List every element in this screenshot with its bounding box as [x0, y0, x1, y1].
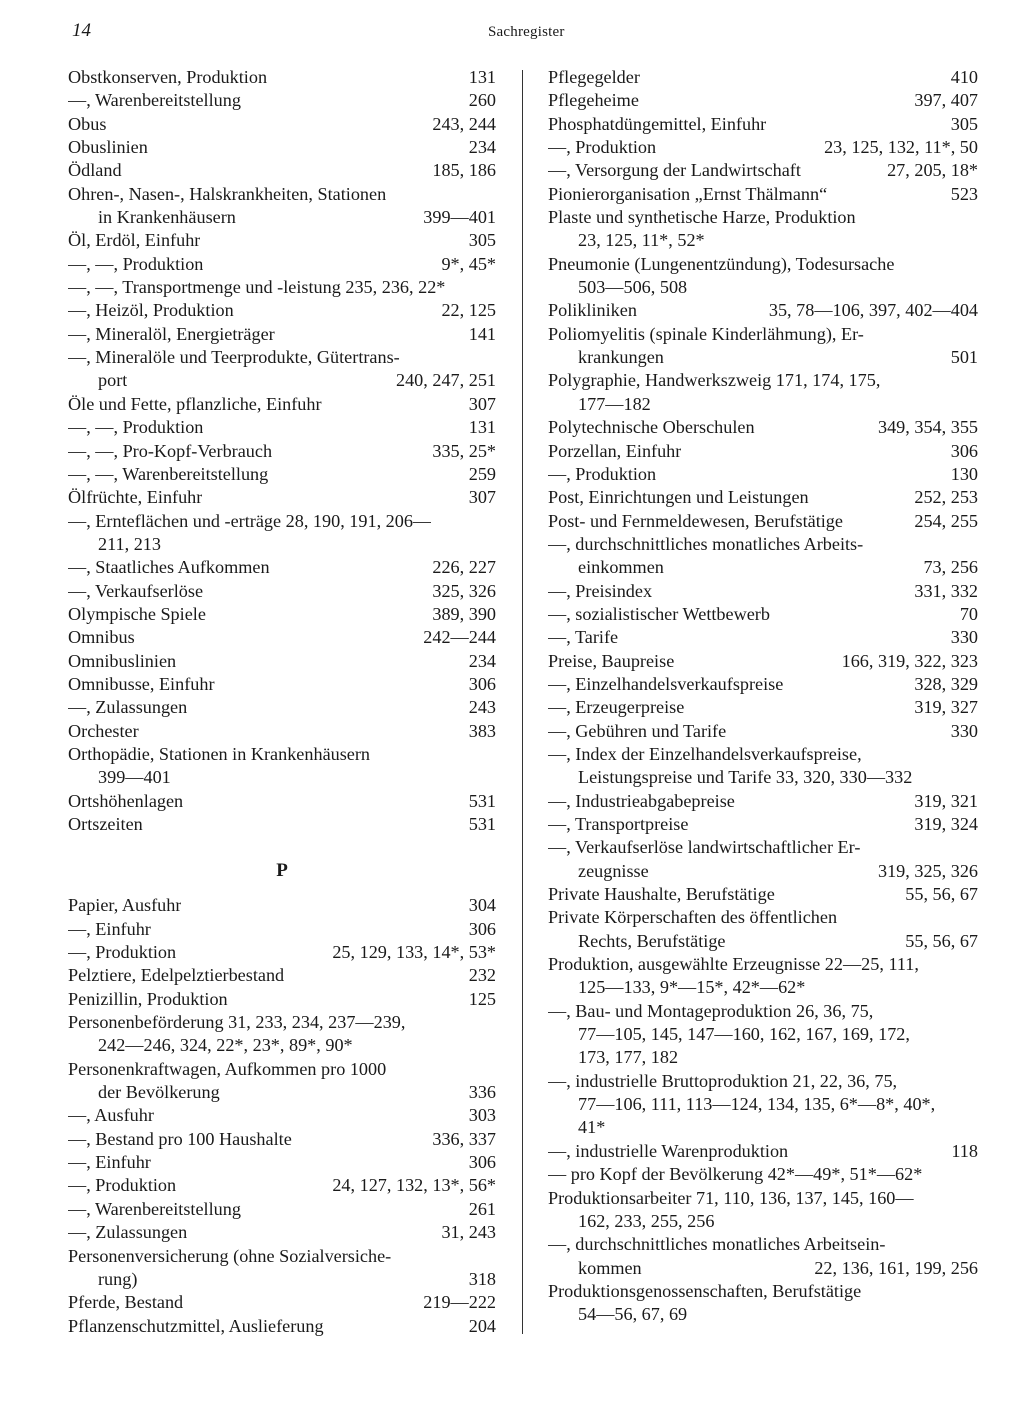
index-entry — [548, 836, 978, 859]
entry-pages: 243 — [468, 697, 496, 718]
entry-pages: 141 — [468, 323, 496, 344]
entry-term: —, durchschnittliches monatliches Arbeitsein- — [548, 1234, 886, 1255]
entry-term: —, Produktion — [548, 137, 657, 158]
entry-pages: 70 — [959, 603, 978, 624]
index-entry — [548, 580, 978, 603]
index-entry — [548, 299, 978, 322]
index-entry — [68, 580, 496, 603]
entry-term: Pelztiere, Edelpelztierbestand — [68, 965, 285, 986]
entry-term: Omnibuslinien — [68, 650, 177, 671]
entry-term: in Krankenhäusern — [98, 207, 236, 228]
entry-pages: 240, 247, 251 — [395, 370, 496, 391]
entry-term: Penizillin, Produktion — [68, 988, 228, 1009]
index-entry — [548, 66, 978, 89]
entry-pages: 531 — [468, 814, 496, 834]
index-entry — [548, 276, 978, 299]
entry-pages: 319, 327 — [914, 697, 978, 718]
entry-term: zeugnisse — [578, 860, 649, 881]
entry-term: Personenversicherung (ohne Sozialversiche- — [68, 1245, 392, 1266]
entry-term: Öle und Fette, pflanzliche, Einfuhr — [68, 393, 322, 414]
index-entry — [68, 510, 496, 533]
entry-term: 54—56, 67, 69 — [578, 1304, 688, 1325]
entry-pages: 118 — [951, 1140, 978, 1161]
entry-term: —, —, Produktion — [68, 417, 204, 438]
entry-term: Omnibusse, Einfuhr — [68, 673, 215, 694]
index-entry — [68, 673, 496, 696]
index-column-right — [548, 66, 978, 1327]
index-entry — [548, 556, 978, 579]
entry-term: —, Zulassungen — [68, 697, 188, 718]
entry-pages: 306 — [468, 1152, 496, 1173]
entry-pages: 306 — [468, 673, 496, 694]
entry-pages: 232 — [468, 965, 496, 986]
entry-term: —, Heizöl, Produktion — [68, 300, 234, 321]
entry-pages: 27, 205, 18* — [887, 160, 978, 181]
index-entry — [68, 89, 496, 112]
entry-term: Papier, Ausfuhr — [68, 895, 182, 916]
entry-pages: 22, 136, 161, 199, 256 — [814, 1257, 978, 1278]
index-entry — [68, 299, 496, 322]
entry-pages: 389, 390 — [432, 603, 496, 624]
entry-term: Pflegeheime — [548, 90, 639, 111]
entry-term: —, Verkaufserlöse — [68, 580, 204, 601]
entry-pages: 219—222 — [423, 1292, 496, 1313]
index-entry — [68, 369, 496, 392]
index-entry — [68, 206, 496, 229]
entry-pages: 35, 78—106, 397, 402—404 — [768, 300, 978, 321]
entry-term: Öl, Erdöl, Einfuhr — [68, 230, 201, 251]
entry-pages: 304 — [468, 895, 496, 916]
index-entry — [548, 1140, 978, 1163]
index-entry — [68, 1011, 496, 1034]
index-entry — [68, 440, 496, 463]
entry-pages: 24, 127, 132, 13*, 56* — [332, 1175, 496, 1196]
entry-term: —, Zulassungen — [68, 1222, 188, 1243]
entry-term: Personenbeförderung 31, 233, 234, 237—239, — [68, 1012, 406, 1033]
index-entry — [68, 159, 496, 182]
entry-term: —, —, Transportmenge und -leistung 235, 236, 22* — [68, 277, 446, 298]
entry-term: Preise, Baupreise — [548, 650, 675, 671]
entry-term: krankungen — [578, 347, 664, 368]
entry-term: Omnibus — [68, 627, 135, 648]
entry-pages: 319, 325, 326 — [877, 860, 978, 881]
index-entry — [548, 463, 978, 486]
entry-pages: 226, 227 — [432, 557, 496, 578]
index-entry — [548, 1303, 978, 1326]
entry-term: —, Produktion — [68, 942, 177, 963]
index-entry — [68, 183, 496, 206]
index-entry — [548, 323, 978, 346]
entry-term: Orthopädie, Stationen in Krankenhäusern — [68, 743, 371, 764]
index-entry — [68, 136, 496, 159]
index-entry — [68, 346, 496, 369]
entry-term: Orchester — [68, 720, 139, 741]
entry-term: —, Warenbereitstellung — [68, 90, 241, 111]
entry-pages: 55, 56, 67 — [905, 930, 978, 951]
index-entry — [68, 720, 496, 743]
entry-pages: 252, 253 — [914, 487, 978, 508]
entry-term: Polygraphie, Handwerkszweig 171, 174, 175, — [548, 370, 881, 391]
entry-term: Leistungspreise und Tarife 33, 320, 330—332 — [578, 767, 913, 788]
index-entry — [548, 346, 978, 369]
section-letter: P — [276, 860, 288, 882]
index-entry — [548, 1093, 978, 1116]
entry-term: 173, 177, 182 — [578, 1047, 679, 1068]
index-entry — [68, 918, 496, 941]
entry-pages: 330 — [950, 627, 978, 648]
entry-pages: 331, 332 — [914, 580, 978, 601]
entry-pages: 330 — [950, 720, 978, 741]
entry-term: —, Gebühren und Tarife — [548, 720, 727, 741]
index-entry — [68, 486, 496, 509]
entry-term: Rechts, Berufstätige — [578, 930, 726, 951]
index-entry — [548, 1023, 978, 1046]
index-entry — [548, 1000, 978, 1023]
entry-term: —, Preisindex — [548, 580, 653, 601]
entry-pages: 234 — [468, 650, 496, 671]
entry-term: Pferde, Bestand — [68, 1292, 184, 1313]
entry-term: 162, 233, 255, 256 — [578, 1210, 715, 1231]
entry-term: —, Verkaufserlöse landwirtschaftlicher Er- — [548, 837, 861, 858]
index-entry — [548, 696, 978, 719]
index-entry — [68, 323, 496, 346]
index-entry — [68, 1221, 496, 1244]
entry-term: —, Mineralöle und Teerprodukte, Gütertrans- — [68, 347, 400, 368]
entry-pages: 131 — [468, 67, 496, 87]
entry-term: port — [98, 370, 128, 391]
index-entry — [68, 253, 496, 276]
index-entry — [548, 720, 978, 743]
entry-term: —, durchschnittliches monatliches Arbeits- — [548, 533, 864, 554]
entry-term: Pflegegelder — [548, 67, 640, 87]
index-entry — [68, 1081, 496, 1104]
entry-pages: 531 — [468, 790, 496, 811]
index-entry — [548, 1210, 978, 1233]
index-entry — [548, 1070, 978, 1093]
entry-pages: 260 — [468, 90, 496, 111]
index-entry — [548, 603, 978, 626]
index-entry — [68, 650, 496, 673]
index-entry — [548, 1163, 978, 1186]
entry-pages: 303 — [468, 1105, 496, 1126]
entry-term: 23, 125, 11*, 52* — [578, 230, 705, 251]
entry-term: —, —, Warenbereitstellung — [68, 463, 269, 484]
index-entry — [68, 1245, 496, 1268]
entry-pages: 336 — [468, 1082, 496, 1103]
index-entry — [548, 393, 978, 416]
entry-pages: 328, 329 — [914, 673, 978, 694]
entry-term: —, Einzelhandelsverkaufspreise — [548, 673, 784, 694]
entry-pages: 306 — [468, 918, 496, 939]
entry-pages: 305 — [468, 230, 496, 251]
index-entry — [548, 533, 978, 556]
entry-term: Polikliniken — [548, 300, 637, 321]
index-entry — [68, 603, 496, 626]
entry-term: —, sozialistischer Wettbewerb — [548, 603, 770, 624]
index-entry — [548, 906, 978, 929]
entry-term: —, —, Produktion — [68, 253, 204, 274]
entry-term: Post, Einrichtungen und Leistungen — [548, 487, 809, 508]
index-entry — [68, 696, 496, 719]
entry-term: —, Industrieabgabepreise — [548, 790, 735, 811]
index-entry — [548, 440, 978, 463]
entry-pages: 383 — [468, 720, 496, 741]
index-entry — [68, 66, 496, 89]
entry-term: 125—133, 9*—15*, 42*—62* — [578, 977, 806, 998]
index-entry — [548, 860, 978, 883]
entry-term: 503—506, 508 — [578, 277, 688, 298]
index-entry — [548, 416, 978, 439]
entry-pages: 25, 129, 133, 14*, 53* — [332, 942, 496, 963]
entry-term: Ortszeiten — [68, 814, 143, 834]
entry-pages: 9*, 45* — [441, 253, 496, 274]
entry-term: Porzellan, Einfuhr — [548, 440, 682, 461]
entry-term: —, Erzeugerpreise — [548, 697, 685, 718]
index-entry — [68, 416, 496, 439]
entry-term: 399—401 — [98, 767, 171, 788]
index-entry — [548, 89, 978, 112]
entry-term: Obuslinien — [68, 137, 148, 158]
entry-term: Olympische Spiele — [68, 603, 206, 624]
index-entry — [548, 486, 978, 509]
index-entry — [68, 1128, 496, 1151]
entry-term: —, Warenbereitstellung — [68, 1198, 241, 1219]
entry-term: Pneumonie (Lungenentzündung), Todesursache — [548, 253, 895, 274]
entry-term: Produktionsgenossenschaften, Berufstätige — [548, 1280, 862, 1301]
entry-term: Personenkraftwagen, Aufkommen pro 1000 — [68, 1058, 387, 1079]
entry-term: kommen — [578, 1257, 642, 1278]
entry-term: Polytechnische Oberschulen — [548, 417, 755, 438]
entry-term: der Bevölkerung — [98, 1082, 220, 1103]
entry-pages: 523 — [950, 183, 978, 204]
entry-term: —, Einfuhr — [68, 1152, 151, 1173]
entry-pages: 319, 321 — [914, 790, 978, 811]
entry-term: 177—182 — [578, 393, 651, 414]
entry-term: —, industrielle Bruttoproduktion 21, 22, 36, 75, — [548, 1070, 898, 1091]
entry-pages: 185, 186 — [432, 160, 496, 181]
entry-pages: 242—244 — [423, 627, 496, 648]
entry-pages: 22, 125 — [441, 300, 496, 321]
index-entry — [548, 930, 978, 953]
entry-term: Private Körperschaften des öffentlichen — [548, 907, 838, 928]
entry-term: Ortshöhenlagen — [68, 790, 184, 811]
entry-pages: 305 — [950, 113, 978, 134]
entry-term: —, Bestand pro 100 Haushalte — [68, 1128, 292, 1149]
index-entry — [548, 369, 978, 392]
index-entry — [68, 1034, 496, 1057]
entry-pages: 318 — [468, 1268, 496, 1289]
entry-pages: 204 — [468, 1315, 496, 1336]
index-entry — [68, 988, 496, 1011]
entry-pages: 73, 256 — [923, 557, 978, 578]
column-rule — [522, 70, 523, 1334]
index-column-left — [68, 66, 496, 1338]
index-entry — [548, 766, 978, 789]
index-entry — [68, 626, 496, 649]
index-entry — [548, 883, 978, 906]
index-entry — [68, 743, 496, 766]
entry-pages: 410 — [950, 67, 978, 87]
index-entry — [548, 626, 978, 649]
entry-term: Produktionsarbeiter 71, 110, 136, 137, 145, 160— — [548, 1187, 914, 1208]
index-entry — [548, 1046, 978, 1069]
entry-term: einkommen — [578, 557, 664, 578]
index-entry — [548, 1280, 978, 1303]
entry-term: —, Produktion — [548, 463, 657, 484]
entry-term: —, Versorgung der Landwirtschaft — [548, 160, 801, 181]
index-entry — [548, 813, 978, 836]
entry-pages: 501 — [950, 347, 978, 368]
index-entry — [68, 463, 496, 486]
entry-term: Ohren-, Nasen-, Halskrankheiten, Stationen — [68, 183, 387, 204]
entry-term: —, Einfuhr — [68, 918, 151, 939]
index-entry — [68, 1268, 496, 1291]
entry-term: —, Transportpreise — [548, 814, 689, 834]
entry-pages: 261 — [468, 1198, 496, 1219]
entry-pages: 335, 25* — [432, 440, 496, 461]
entry-pages: 336, 337 — [432, 1128, 496, 1149]
entry-term: 77—106, 111, 113—124, 134, 135, 6*—8*, 40*, — [578, 1094, 936, 1115]
entry-term: —, Mineralöl, Energieträger — [68, 323, 275, 344]
entry-term: —, Index der Einzelhandelsverkaufspreise, — [548, 743, 862, 764]
index-entry — [68, 113, 496, 136]
index-entry — [548, 229, 978, 252]
index-entry — [548, 206, 978, 229]
entry-term: 242—246, 324, 22*, 23*, 89*, 90* — [98, 1035, 353, 1056]
index-entry — [68, 1291, 496, 1314]
index-entry — [548, 673, 978, 696]
entry-term: —, Ausfuhr — [68, 1105, 154, 1126]
running-title: Sachregister — [488, 24, 565, 40]
entry-pages: 349, 354, 355 — [877, 417, 978, 438]
index-entry — [68, 276, 496, 299]
entry-term: —, industrielle Warenproduktion — [548, 1140, 789, 1161]
index-entry — [548, 183, 978, 206]
entry-term: Pionierorganisation „Ernst Thälmann“ — [548, 183, 828, 204]
entry-term: Poliomyelitis (spinale Kinderlähmung), Er- — [548, 323, 864, 344]
index-entry — [68, 1315, 496, 1338]
entry-pages: 399—401 — [423, 207, 496, 228]
index-entry — [68, 894, 496, 917]
entry-term: Phosphatdüngemittel, Einfuhr — [548, 113, 767, 134]
entry-pages: 130 — [950, 463, 978, 484]
index-entry — [68, 964, 496, 987]
index-entry — [548, 790, 978, 813]
index-entry — [68, 1198, 496, 1221]
index-entry — [548, 743, 978, 766]
entry-term: 41* — [578, 1117, 606, 1138]
index-entry — [68, 1104, 496, 1127]
index-entry — [548, 159, 978, 182]
entry-pages: 306 — [950, 440, 978, 461]
entry-pages: 319, 324 — [914, 814, 978, 834]
entry-term: — pro Kopf der Bevölkerung 42*—49*, 51*—62* — [548, 1164, 923, 1185]
entry-term: Post- und Fernmeldewesen, Berufstätige — [548, 510, 843, 531]
entry-term: Plaste und synthetische Harze, Produktion — [548, 207, 856, 228]
entry-term: 77—105, 145, 147—160, 162, 167, 169, 172, — [578, 1024, 910, 1045]
entry-term: —, Produktion — [68, 1175, 177, 1196]
page-number: 14 — [72, 20, 91, 41]
entry-term: Produktion, ausgewählte Erzeugnisse 22—25, 111, — [548, 954, 919, 975]
entry-term: Pflanzenschutzmittel, Auslieferung — [68, 1315, 324, 1336]
entry-pages: 234 — [468, 137, 496, 158]
index-entry — [548, 1187, 978, 1210]
index-entry — [68, 533, 496, 556]
entry-term: rung) — [98, 1268, 138, 1289]
index-entry — [68, 556, 496, 579]
entry-term: Obstkonserven, Produktion — [68, 67, 268, 87]
entry-pages: 55, 56, 67 — [905, 884, 978, 905]
index-entry — [68, 766, 496, 789]
index-entry — [68, 790, 496, 813]
index-entry — [68, 941, 496, 964]
entry-pages: 259 — [468, 463, 496, 484]
entry-term: Ödland — [68, 160, 122, 181]
index-entry — [548, 953, 978, 976]
entry-term: —, Tarife — [548, 627, 619, 648]
index-entry — [548, 253, 978, 276]
index-entry — [548, 650, 978, 673]
entry-pages: 23, 125, 132, 11*, 50 — [824, 137, 978, 158]
entry-term: —, Bau- und Montageproduktion 26, 36, 75, — [548, 1000, 874, 1021]
entry-term: Private Haushalte, Berufstätige — [548, 884, 775, 905]
index-entry — [68, 1058, 496, 1081]
entry-term: Obus — [68, 113, 107, 134]
entry-pages: 254, 255 — [914, 510, 978, 531]
entry-pages: 166, 319, 322, 323 — [841, 650, 978, 671]
index-entry — [548, 1233, 978, 1256]
entry-pages: 243, 244 — [432, 113, 496, 134]
index-entry — [68, 393, 496, 416]
entry-term: —, Ernteflächen und -erträge 28, 190, 191, 206— — [68, 510, 432, 531]
index-entry — [548, 1116, 978, 1139]
index-entry — [548, 976, 978, 999]
index-entry — [548, 136, 978, 159]
entry-pages: 307 — [468, 393, 496, 414]
index-entry — [68, 813, 496, 836]
entry-pages: 125 — [468, 988, 496, 1009]
entry-pages: 131 — [468, 417, 496, 438]
entry-pages: 325, 326 — [432, 580, 496, 601]
index-entry — [68, 1174, 496, 1197]
index-entry — [68, 229, 496, 252]
entry-pages: 31, 243 — [441, 1222, 496, 1243]
entry-pages: 307 — [468, 487, 496, 508]
entry-term: —, —, Pro-Kopf-Verbrauch — [68, 440, 273, 461]
entry-term: —, Staatliches Aufkommen — [68, 557, 270, 578]
index-entry — [548, 113, 978, 136]
index-entry — [68, 1151, 496, 1174]
entry-term: Ölfrüchte, Einfuhr — [68, 487, 203, 508]
index-entry — [548, 1257, 978, 1280]
entry-pages: 397, 407 — [914, 90, 978, 111]
index-entry — [548, 510, 978, 533]
entry-term: 211, 213 — [98, 533, 161, 554]
